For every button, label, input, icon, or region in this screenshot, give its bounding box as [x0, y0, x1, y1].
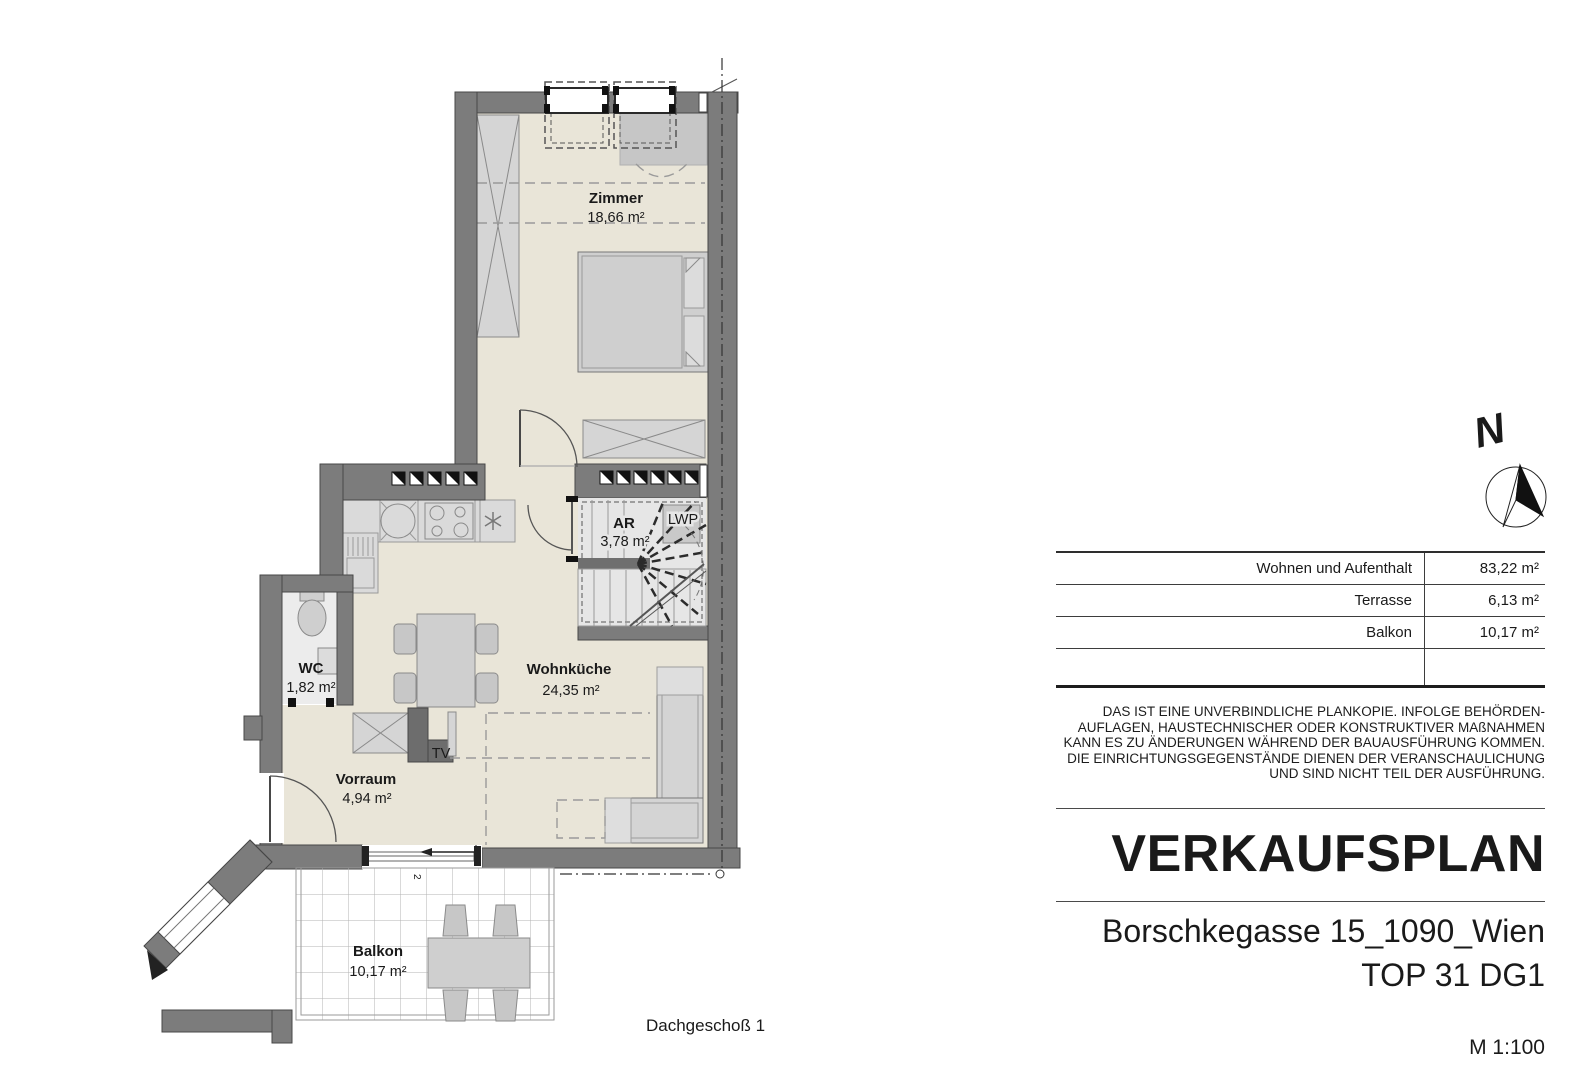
- wc-label: WC: [298, 660, 324, 677]
- drawing-scale: M 1:100: [1469, 1036, 1545, 1059]
- zimmer-area: 18,66 m²: [587, 210, 645, 226]
- disclaimer-line: DIE EINRICHTUNGSGEGENSTÄNDE DIENEN DER VERANSCHAULICHUNG: [1067, 750, 1545, 766]
- disclaimer-line: AUFLAGEN, HAUSTECHNISCHER ODER KONSTRUKTIVER MAßNAHMEN: [1077, 719, 1545, 735]
- dresser: [583, 420, 705, 458]
- wohnkueche-label: Wohnküche: [526, 661, 612, 678]
- divider-rule: [1056, 808, 1545, 809]
- row-label: Balkon: [1366, 624, 1412, 641]
- wohnkueche-area: 24,35 m²: [542, 683, 600, 699]
- divider-rule: [1056, 901, 1545, 902]
- plan-title: VERKAUFSPLAN: [1111, 825, 1545, 883]
- lwp-label: LWP: [667, 512, 699, 528]
- disclaimer-line: UND SIND NICHT TEIL DER AUSFÜHRUNG.: [1269, 766, 1545, 782]
- sink: [381, 502, 416, 540]
- wardrobe: [477, 115, 519, 337]
- floor-level-label: Dachgeschoß 1: [646, 1016, 766, 1035]
- double-bed: [578, 252, 708, 372]
- vorraum-label: Vorraum: [335, 771, 397, 788]
- ar-door-post: [566, 496, 578, 502]
- north-compass: [1469, 403, 1546, 527]
- ar-door-post: [566, 556, 578, 562]
- balkon-area: 10,17 m²: [349, 964, 407, 980]
- hall-wardrobe: [353, 713, 408, 753]
- table-row: [1056, 617, 1545, 649]
- vorraum-area: 4,94 m²: [342, 791, 392, 807]
- row-value: 10,17 m²: [1424, 617, 1545, 648]
- table-row: [1056, 585, 1545, 617]
- balkon-label: Balkon: [352, 943, 404, 960]
- wc-area: 1,82 m²: [286, 680, 336, 696]
- balcony: [296, 868, 554, 1021]
- door-number: 2: [411, 874, 422, 880]
- zimmer-label: Zimmer: [588, 190, 644, 207]
- disclaimer-line: KANN ES ZU ÄNDERUNGEN WÄHREND DER BAUAUSFÜHRUNG KOMMEN.: [1063, 735, 1545, 751]
- balcony-door: [362, 845, 482, 869]
- ar-area: 3,78 m²: [600, 534, 650, 550]
- row-value: 6,13 m²: [1424, 585, 1545, 616]
- disclaimer-text: [1056, 704, 1545, 782]
- compass-n-label: N: [1468, 403, 1510, 457]
- disclaimer-line: DAS IST EINE UNVERBINDLICHE PLANKOPIE. INFOLGE BEHÖRDEN-: [1102, 704, 1545, 719]
- table-row: [1056, 553, 1545, 585]
- area-summary-table: [1056, 551, 1545, 688]
- ar-label: AR: [613, 515, 635, 532]
- toilet: [298, 600, 326, 636]
- project-address: Borschkegasse 15_1090_Wien: [1102, 913, 1545, 949]
- diagonal-window: [147, 882, 230, 980]
- row-label: Terrasse: [1354, 592, 1412, 609]
- table-row-empty: [1056, 649, 1545, 685]
- unit-number: TOP 31 DG1: [1361, 957, 1545, 993]
- tv-label: TV: [431, 746, 451, 762]
- row-value: 83,22 m²: [1424, 553, 1545, 584]
- row-label: Wohnen und Aufenthalt: [1256, 560, 1412, 577]
